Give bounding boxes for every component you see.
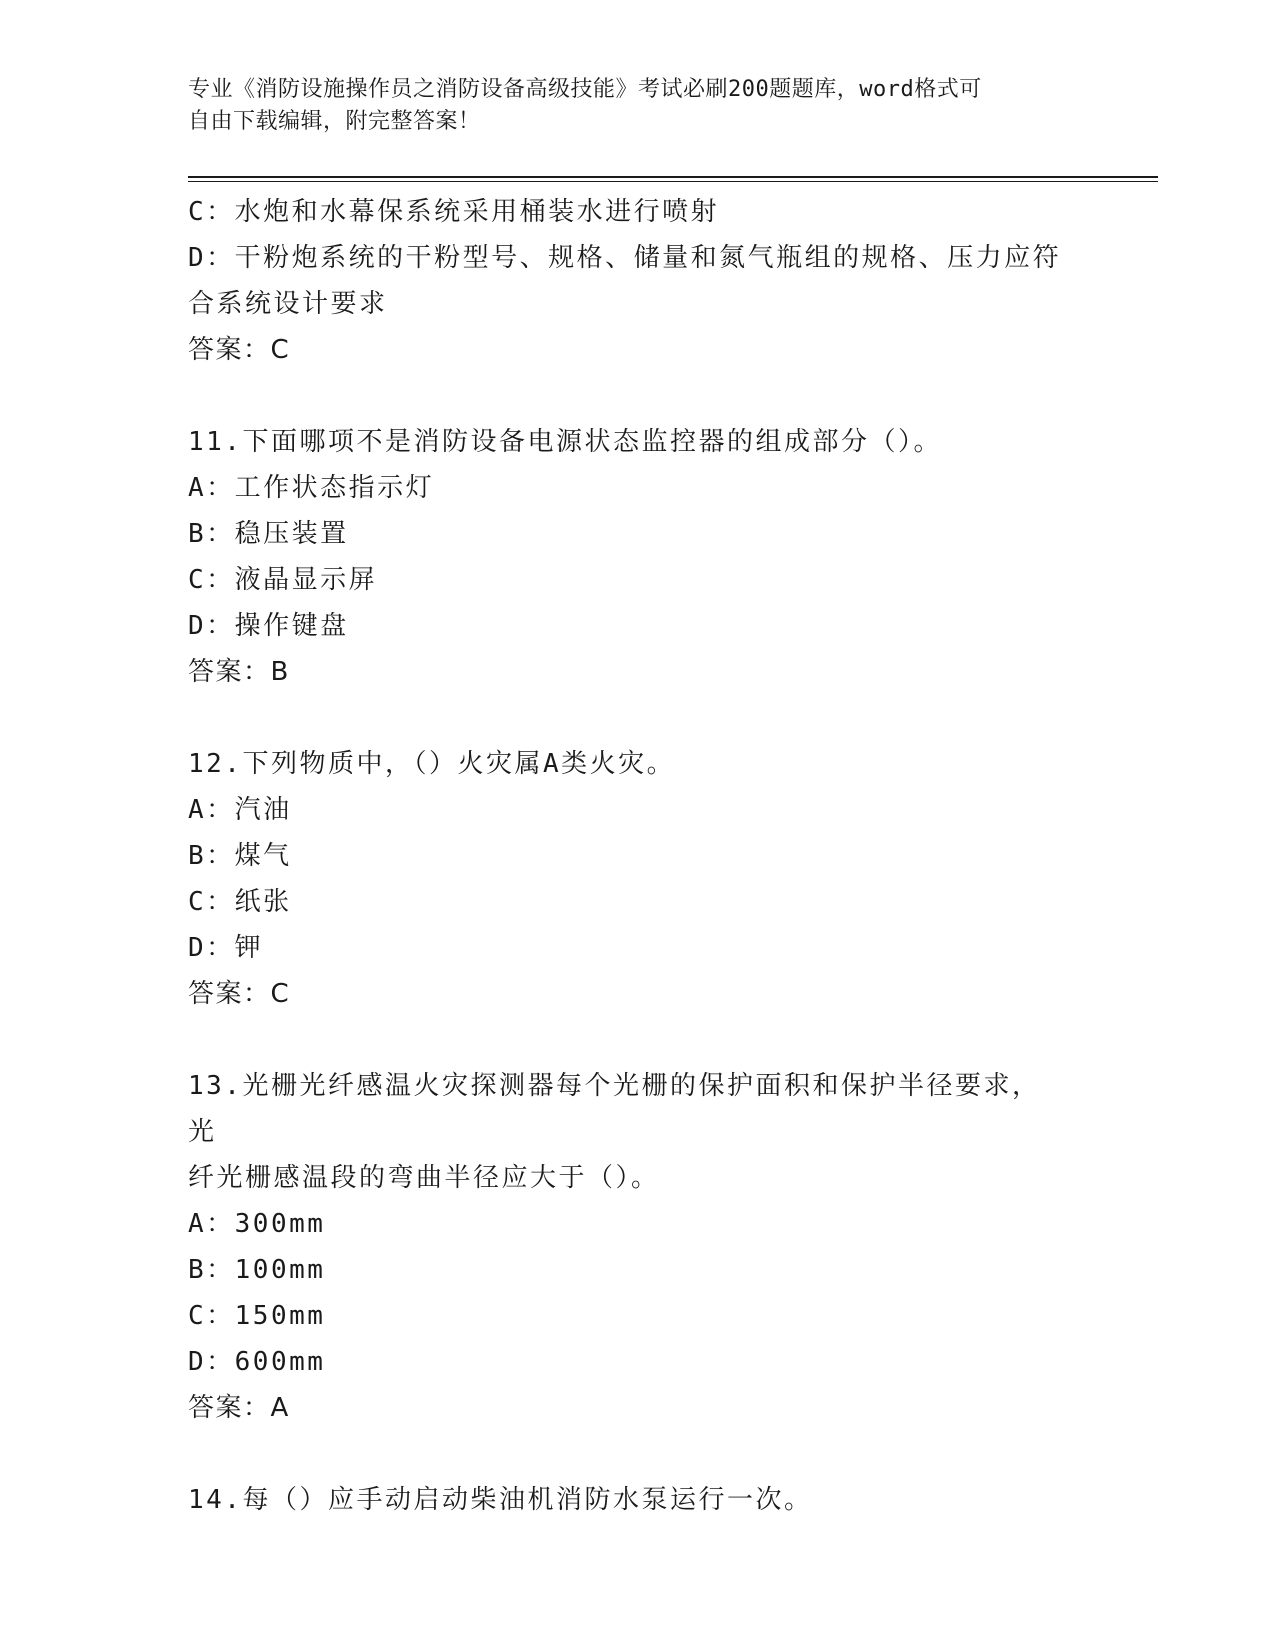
option-d: D：操作键盘 <box>188 611 349 641</box>
option-c: C：液晶显示屏 <box>188 565 378 595</box>
question-stem: 11.下面哪项不是消防设备电源状态监控器的组成部分（）。 <box>188 427 942 457</box>
option-a: A：汽油 <box>188 795 292 825</box>
option-a: A：300mm <box>188 1209 326 1239</box>
option-b: B：煤气 <box>188 841 292 871</box>
question-block-11 <box>188 419 1068 695</box>
question-stem: 14.每（）应手动启动柴油机消防水泵运行一次。 <box>188 1485 813 1515</box>
document-header <box>188 74 1068 138</box>
answer: 答案：C <box>188 335 291 365</box>
option-b: B：稳压装置 <box>188 519 349 549</box>
header-line-2: 自由下载编辑，附完整答案！ <box>188 109 481 134</box>
option-c: C：150mm <box>188 1301 326 1331</box>
option-c: C：纸张 <box>188 887 292 917</box>
option-d-line-1: D：干粉炮系统的干粉型号、规格、储量和氮气瓶组的规格、压力应符 <box>188 243 1062 273</box>
answer: 答案：C <box>188 979 291 1009</box>
option-b: B：100mm <box>188 1255 326 1285</box>
question-block-12 <box>188 741 1068 1017</box>
question-stem: 12.下列物质中，（）火灾属A类火灾。 <box>188 749 676 779</box>
document-body <box>188 189 1068 1523</box>
question-stem-line-1: 13.光栅光纤感温火灾探测器每个光栅的保护面积和保护半径要求，光 <box>188 1071 1041 1147</box>
answer: 答案：A <box>188 1393 290 1423</box>
option-d: D：钾 <box>188 933 264 963</box>
option-c: C：水炮和水幕保系统采用桶装水进行喷射 <box>188 197 720 227</box>
question-block-14 <box>188 1477 1068 1523</box>
spacer <box>188 373 1068 419</box>
header-divider-thick <box>188 176 1158 178</box>
option-a: A：工作状态指示灯 <box>188 473 435 503</box>
question-stem-line-2: 纤光栅感温段的弯曲半径应大于（）。 <box>188 1163 660 1193</box>
question-block-13 <box>188 1063 1068 1431</box>
spacer <box>188 1431 1068 1477</box>
question-block-previous <box>188 189 1068 373</box>
spacer <box>188 1017 1068 1063</box>
header-divider-thin <box>188 181 1158 182</box>
spacer <box>188 695 1068 741</box>
option-d: D：600mm <box>188 1347 326 1377</box>
option-d-line-2: 合系统设计要求 <box>188 289 388 319</box>
answer: 答案：B <box>188 657 290 687</box>
header-line-1: 专业《消防设施操作员之消防设备高级技能》考试必刷200题题库，word格式可 <box>188 77 982 102</box>
